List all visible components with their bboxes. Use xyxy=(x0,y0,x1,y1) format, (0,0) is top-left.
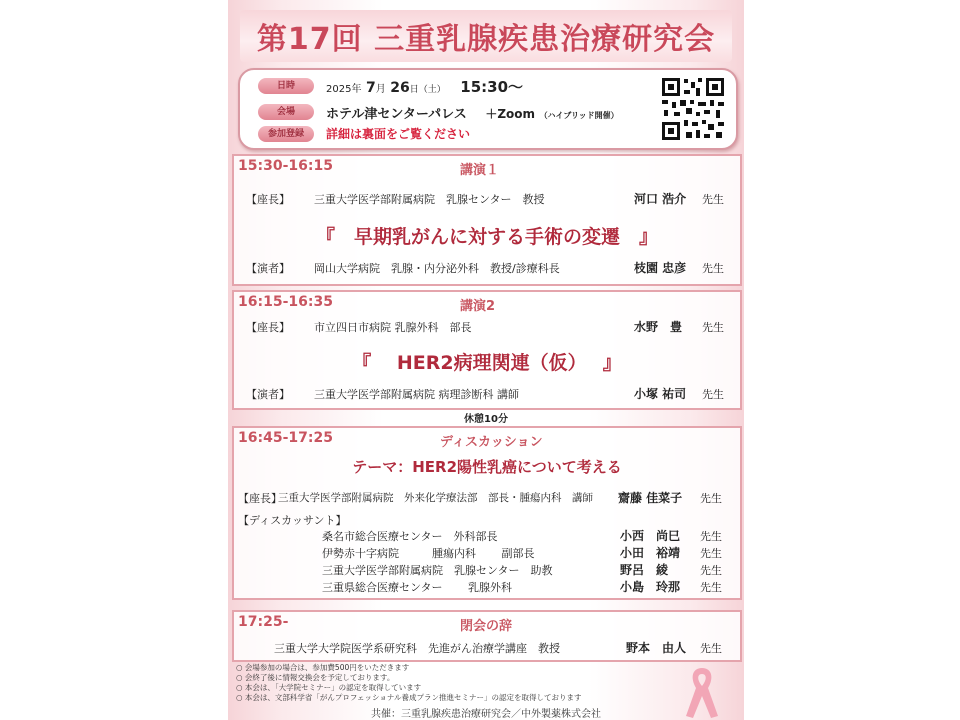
discussion-chair-label: 【座長】 xyxy=(238,492,282,505)
note-item: ○ 会場参加の場合は、参加費500円をいただきます xyxy=(236,663,410,672)
lecture2-speaker-suffix: 先生 xyxy=(702,388,724,401)
date-row xyxy=(326,76,523,97)
poster xyxy=(228,0,744,720)
lecture1-chair-label: 【座長】 xyxy=(246,193,290,206)
lecture2-title: 講演2 xyxy=(460,299,496,314)
discussant-affil: 桑名市総合医療センター 外科部長 xyxy=(322,530,498,543)
lecture2-chair-suffix: 先生 xyxy=(702,321,724,334)
discussant-affil: 伊勢赤十字病院 腫瘍内科 副部長 xyxy=(322,547,535,560)
lecture2-speaker-affil: 三重大学医学部附属病院 病理診断科 講師 xyxy=(314,388,519,401)
discussion-time: 16:45-17:25 xyxy=(238,430,333,446)
discussant-suffix: 先生 xyxy=(700,547,722,560)
discussant-label: 【ディスカッサント】 xyxy=(238,514,347,527)
lecture2-chair-affil: 市立四日市病院 乳腺外科 部長 xyxy=(314,321,472,334)
date-label: 日時 xyxy=(258,78,314,94)
discussion-title: ディスカッション xyxy=(440,435,543,450)
lecture2-section xyxy=(232,290,742,410)
discussant-suffix: 先生 xyxy=(700,564,722,577)
lecture2-talk-title: 『 HER2病理関連（仮） 』 xyxy=(352,352,622,374)
discussant-suffix: 先生 xyxy=(700,530,722,543)
date-time: 15:30～ xyxy=(460,78,524,96)
lecture1-chair-suffix: 先生 xyxy=(702,193,724,206)
break-label: 休憩10分 xyxy=(464,414,508,425)
discussant-affil: 三重大学医学部附属病院 乳腺センター 助教 xyxy=(322,564,553,577)
venue-extra: ＋Zoom xyxy=(485,107,536,121)
date-year: 2025年 xyxy=(326,84,362,95)
closing-time: 17:25- xyxy=(238,614,289,630)
discussion-chair-name: 齋藤 佳菜子 xyxy=(618,491,683,505)
lecture2-chair-label: 【座長】 xyxy=(246,321,290,334)
date-day: 26 xyxy=(390,80,410,96)
discussant-name: 小田 裕靖 xyxy=(620,546,681,560)
venue-row xyxy=(326,103,619,122)
venue-name: ホテル津センターパレス xyxy=(326,107,467,122)
note-item: ○ 本会は、「大学院セミナー」の認定を取得しています xyxy=(236,683,422,692)
closing-title: 閉会の辞 xyxy=(460,619,513,634)
lecture1-title: 講演１ xyxy=(460,163,500,178)
footer-cosponsor: 共催：三重乳腺疾患治療研究会／中外製薬株式会社 xyxy=(371,709,601,720)
discussant-suffix: 先生 xyxy=(700,581,722,594)
register-text: 詳細は裏面をご覧ください xyxy=(326,127,471,141)
discussion-theme: テーマ：HER2陽性乳癌について考える xyxy=(352,458,622,476)
discussion-chair-suffix: 先生 xyxy=(700,492,722,505)
lecture1-chair-affil: 三重大学医学部附属病院 乳腺センター 教授 xyxy=(314,193,545,206)
discussant-name: 小西 尚巳 xyxy=(620,529,681,543)
date-month: 7 xyxy=(365,80,376,96)
closing-section xyxy=(232,610,742,662)
date-month-unit: 月 xyxy=(375,84,386,95)
venue-label: 会場 xyxy=(258,104,314,120)
lecture2-speaker-name: 小塚 祐司 xyxy=(634,387,687,401)
lecture1-speaker-name: 枝園 忠彦 xyxy=(634,261,687,275)
qr-code-icon xyxy=(660,76,726,142)
lecture2-speaker-label: 【演者】 xyxy=(246,388,290,401)
lecture1-time: 15:30-16:15 xyxy=(238,158,333,174)
note-item: ○ 会終了後に情報交換会を予定しております。 xyxy=(236,673,395,682)
closing-name: 野本 由人 xyxy=(626,641,687,655)
lecture1-speaker-affil: 岡山大学病院 乳腺・内分泌外科 教授/診療科長 xyxy=(314,262,560,275)
notes-list xyxy=(236,663,582,703)
info-box xyxy=(238,68,738,150)
discussant-name: 野呂 綾 xyxy=(620,563,669,577)
poster-title: 第17回 三重乳腺疾患治療研究会 xyxy=(240,10,732,62)
lecture1-chair-name: 河口 浩介 xyxy=(634,192,687,206)
date-day-unit: 日（土） xyxy=(409,85,446,95)
lecture1-speaker-suffix: 先生 xyxy=(702,262,724,275)
lecture1-talk-title: 『 早期乳がんに対する手術の変遷 』 xyxy=(315,226,658,248)
discussant-affil: 三重県総合医療センター 乳腺外科 xyxy=(322,581,513,594)
venue-note: （ハイブリッド開催） xyxy=(539,111,619,120)
note-item: ○ 本会は、文部科学省「がんプロフェッショナル養成プラン推進セミナー」の認定を取得しております xyxy=(236,693,582,702)
lecture1-speaker-label: 【演者】 xyxy=(246,262,290,275)
lecture2-time: 16:15-16:35 xyxy=(238,294,333,310)
closing-suffix: 先生 xyxy=(700,642,722,655)
discussion-chair-affil: 三重大学医学部附属病院 外来化学療法部 部長・腫瘍内科 講師 xyxy=(278,492,593,504)
discussant-name: 小島 玲那 xyxy=(620,580,681,594)
lecture2-chair-name: 水野 豊 xyxy=(634,320,683,334)
register-label: 参加登録 xyxy=(258,126,314,142)
discussion-section xyxy=(232,426,742,600)
lecture1-section xyxy=(232,154,742,286)
closing-affil: 三重大学大学院医学系研究科 先進がん治療学講座 教授 xyxy=(274,642,560,655)
